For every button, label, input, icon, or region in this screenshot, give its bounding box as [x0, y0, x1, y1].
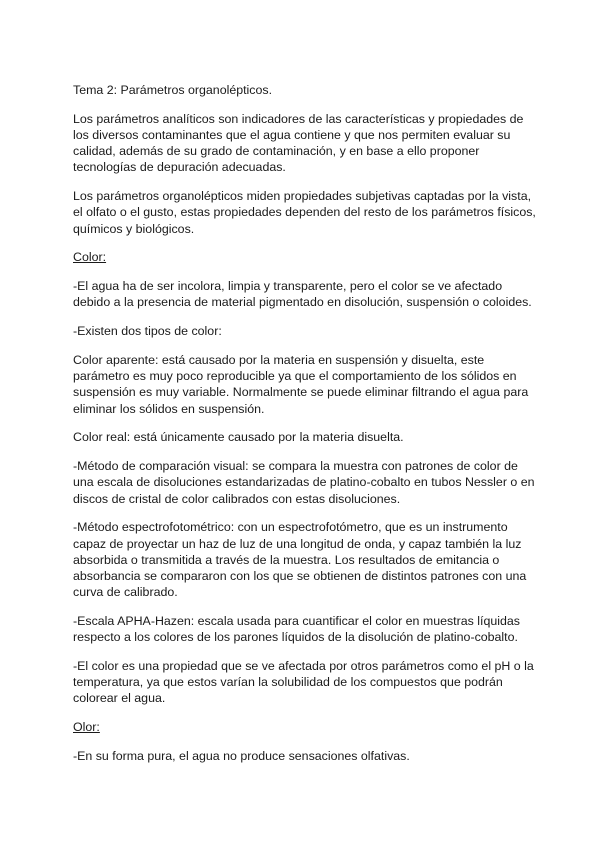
paragraph-color-6 — [73, 519, 531, 600]
text-line: discos de cristal de color calibrados con estas disoluciones. — [73, 491, 401, 506]
text-line: Color real: está únicamente causado por la materia disuelta. — [73, 430, 404, 445]
paragraph-color-3 — [73, 352, 531, 417]
paragraph-intro-2 — [73, 188, 536, 237]
paragraph-color-8 — [73, 658, 534, 707]
text-line: Los parámetros analíticos son indicadores de las características y propiedades de — [73, 111, 524, 126]
text-line: -Método de comparación visual: se compara la muestra con patrones de color de — [73, 459, 518, 474]
paragraph-color-2 — [73, 323, 531, 339]
paragraph-color-1 — [73, 278, 531, 310]
paragraph-color-4 — [73, 429, 531, 445]
section-heading-olor: Olor: — [73, 720, 100, 735]
text-line: -El agua ha de ser incolora, limpia y transparente, pero el color se ve afectado — [73, 279, 503, 294]
text-line: -En su forma pura, el agua no produce sensaciones olfativas. — [73, 749, 410, 764]
paragraph-color-7 — [73, 613, 531, 645]
text-line: Los parámetros organolépticos miden propiedades subjetivas captadas por la vista, — [73, 189, 532, 204]
text-line: curva de calibrado. — [73, 585, 178, 600]
text-line: -El color es una propiedad que se ve afectada por otros parámetros como el pH o la — [73, 659, 534, 674]
text-line: los diversos contaminantes que el agua contiene y que nos permiten evaluar su — [73, 128, 511, 142]
text-line: -Existen dos tipos de color: — [73, 324, 222, 339]
text-line: temperatura, ya que estos varían la solubilidad de los compuestos que podrán — [73, 675, 503, 690]
text-line: capaz de proyectar un haz de luz de una longitud de onda, y capaz también la luz — [73, 536, 522, 551]
section-heading-color: Color: — [73, 250, 107, 265]
text-line: suspensión es muy variable. Normalmente se puede eliminar filtrando el agua para — [73, 385, 529, 400]
document-page — [73, 82, 536, 777]
text-line: -Escala APHA-Hazen: escala usada para cuantificar el color en muestras líquidas — [73, 614, 520, 629]
text-line: parámetro es muy poco reproducible ya que el comportamiento de los sólidos en — [73, 369, 517, 384]
paragraph-olor-1 — [73, 748, 531, 764]
paragraph-color-5 — [73, 458, 535, 507]
text-line: -Método espectrofotométrico: con un espectrofotómetro, que es un instrumento — [73, 520, 508, 535]
text-line: calidad, además de su grado de contaminación, y en base a ello proponer — [73, 144, 480, 159]
text-line: colorear el agua. — [73, 691, 166, 706]
text-line: absorbida o transmitida a través de la muestra. Los resultados de emitancia o — [73, 552, 500, 567]
text-line: respecto a los colores de los parones líquidos de la disolución de platino-cobalto. — [73, 630, 518, 645]
document-title: Tema 2: Parámetros organolépticos. — [73, 83, 273, 97]
text-line: el olfato o el gusto, estas propiedades dependen del resto de los parámetros físicos, — [73, 205, 536, 220]
text-line: eliminar los sólidos en suspensión. — [73, 401, 265, 416]
text-line: una escala de disoluciones estandarizadas de platino-cobalto en tubos Nessler o en — [73, 475, 535, 490]
text-line: Color aparente: está causado por la materia en suspensión y disuelta, este — [73, 353, 485, 367]
text-line: químicos y biológicos. — [73, 221, 195, 236]
text-line: tecnologías de depuración adecuadas. — [73, 160, 286, 175]
text-line: absorbancia se compararon con los que se obtienen de distintos patrones con una — [73, 569, 527, 584]
text-line: debido a la presencia de material pigmentado en disolución, suspensión o coloides. — [73, 295, 532, 310]
paragraph-intro-1 — [73, 111, 531, 176]
